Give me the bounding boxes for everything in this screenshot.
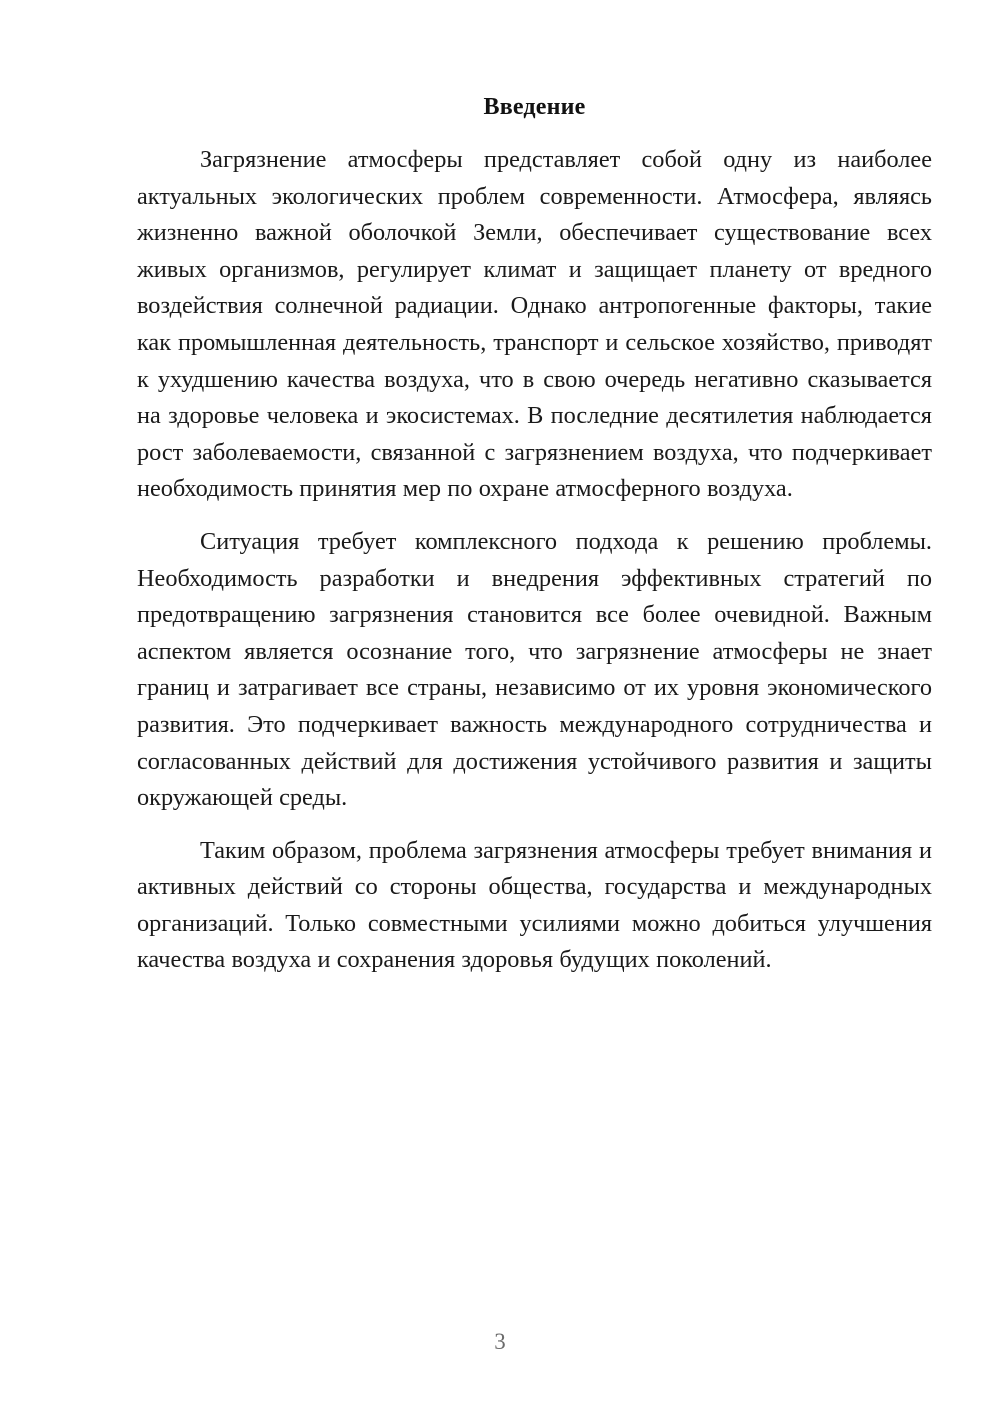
paragraph: Ситуация требует комплексного подхода к решению проблемы. Необходимость разработки и внедрения эффективных стратегий по предотвращению загрязнения становится все более очевидной. Важным аспектом является осознание того, что загрязнение атмосферы не знает границ и затрагивает все страны, независимо от их уровня экономического развития. Это подчеркивает важность международного сотрудничества и согласованных действий для достижения устойчивого развития и защиты окружающей среды. bbox=[137, 527, 932, 812]
page-number: 3 bbox=[494, 1329, 506, 1354]
paragraph: Таким образом, проблема загрязнения атмосферы требует внимания и активных действий со стороны общества, государства и международных организаций. Только совместными усилиями можно добиться улучшения качества воздуха и сохранения здоровья будущих поколений. bbox=[137, 836, 932, 974]
body-text bbox=[137, 142, 932, 979]
page-content bbox=[137, 0, 932, 979]
paragraph: Загрязнение атмосферы представляет собой одну из наиболее актуальных экологических проблем современности. Атмосфера, являясь жизненно важной оболочкой Земли, обеспечивает существование всех живых организмов, регулирует климат и защищает планету от вредного воздействия солнечной радиации. Однако антропогенные факторы, такие как промышленная деятельность, транспорт и сельское хозяйство, приводят к ухудшению качества воздуха, что в свою очередь негативно сказывается на здоровье человека и экосистемах. В последние десятилетия наблюдается рост заболеваемости, связанной с загрязнением воздуха, что подчеркивает необходимость принятия мер по охране атмосферного воздуха. bbox=[137, 146, 932, 503]
page-title: Введение bbox=[483, 94, 586, 120]
